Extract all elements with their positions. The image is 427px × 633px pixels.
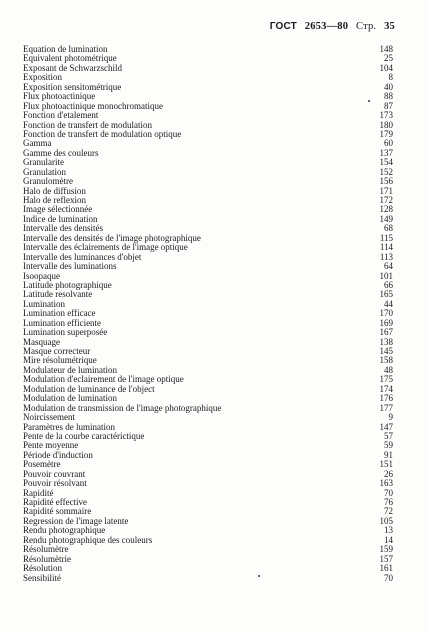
index-page-number: 145 — [379, 346, 393, 356]
index-entry — [23, 470, 393, 479]
index-page-number: 156 — [379, 176, 393, 187]
index-page-number: 64 — [384, 261, 393, 272]
index-term: Posemètre — [23, 460, 61, 470]
index-term: Granulation — [23, 167, 66, 177]
index-page-number: 157 — [379, 553, 393, 564]
index-page-number: 13 — [384, 525, 393, 536]
index-page-number: 158 — [379, 355, 393, 366]
index-term: Exposition — [23, 73, 63, 83]
term-index — [23, 45, 393, 583]
index-entry — [23, 404, 393, 413]
index-entry — [23, 158, 393, 167]
index-term: Rapidité effective — [23, 498, 88, 507]
index-term: Intervalle des densités — [23, 224, 103, 234]
index-term: Rapidité — [23, 488, 54, 498]
index-term: Fonction de transfert de modulation optique — [23, 129, 182, 139]
index-entry — [23, 356, 393, 365]
index-term: Modulateur de lumination — [23, 365, 117, 375]
index-term: Intervalle des luminances d'objet — [23, 252, 142, 262]
index-term: Résolumètrie — [23, 554, 71, 564]
index-page-number: 40 — [384, 81, 393, 92]
index-page-number: 72 — [384, 506, 393, 517]
index-entry — [23, 92, 393, 101]
index-entry — [23, 130, 393, 139]
index-page-number: 161 — [379, 563, 393, 574]
index-entry — [23, 121, 393, 130]
index-term: Paramètres de lumination — [23, 422, 115, 432]
page-label: Стр. — [356, 21, 377, 32]
index-entry — [23, 328, 393, 337]
index-entry — [23, 45, 393, 54]
index-page-number: 149 — [379, 213, 393, 224]
index-page-number: 173 — [379, 110, 393, 121]
index-page-number: 179 — [379, 128, 393, 139]
standard-number: 2653—80 — [304, 21, 349, 32]
index-term: Sensibilité — [23, 573, 61, 583]
index-term: Rendu photographique — [23, 526, 106, 536]
index-page-number: 174 — [379, 383, 393, 394]
index-page-number: 159 — [379, 544, 393, 555]
index-term: Lumination — [23, 299, 65, 309]
index-term: Flux photoactinique monochromatique — [23, 101, 163, 111]
index-term: Rapidité sommaire — [23, 507, 92, 517]
index-term: Noircissement — [23, 413, 75, 423]
index-entry — [23, 111, 393, 120]
index-page-number: 76 — [384, 497, 393, 507]
index-term: Gamma — [23, 139, 52, 149]
index-term: Résolution — [23, 564, 63, 574]
index-page-number: 26 — [384, 468, 393, 479]
index-page-number: 152 — [379, 166, 393, 177]
index-entry — [23, 555, 393, 564]
index-page-number: 175 — [379, 374, 393, 385]
index-term: Intervalle des luminations — [23, 262, 117, 272]
index-entry — [23, 526, 393, 535]
index-entry — [23, 432, 393, 441]
index-page-number: 68 — [384, 223, 393, 234]
index-page-number: 66 — [384, 279, 393, 290]
index-term: Fonction d'etalement — [23, 111, 99, 121]
index-page-number: 171 — [379, 185, 393, 196]
index-entry — [23, 187, 393, 196]
index-term: Résolumètre — [23, 545, 69, 555]
index-page-number: 101 — [379, 270, 393, 281]
index-term: Gamme des couleurs — [23, 148, 99, 158]
index-term: Pente de la courbe caractérictique — [23, 431, 145, 441]
index-entry — [23, 309, 393, 318]
index-page-number: 128 — [379, 204, 393, 215]
index-entry — [23, 102, 393, 111]
index-entry — [23, 479, 393, 488]
index-term: Exposant de Schwarzschild — [23, 63, 122, 73]
index-entry — [23, 536, 393, 545]
index-term: Équation de lumination — [23, 45, 108, 54]
index-page-number: 48 — [384, 364, 393, 375]
index-term: Pouvoir résolvant — [23, 479, 87, 489]
index-entry — [23, 205, 393, 214]
index-term: Période d'induction — [23, 450, 93, 460]
index-page-number: 14 — [384, 534, 393, 545]
index-entry — [23, 545, 393, 554]
index-term: Équivalent photométrique — [23, 54, 117, 64]
index-term: Fonction de transfert de modulation — [23, 120, 152, 130]
index-entry — [23, 64, 393, 73]
index-page-number: 148 — [379, 44, 393, 54]
index-entry — [23, 489, 393, 498]
index-term: Granulomètre — [23, 177, 73, 187]
index-page-number: 105 — [379, 515, 393, 526]
index-entry — [23, 149, 393, 158]
index-page-number: 88 — [384, 91, 393, 102]
index-page-number: 8 — [388, 72, 393, 83]
index-entry — [23, 507, 393, 516]
standard-label: ГОСТ — [269, 21, 297, 32]
index-entry — [23, 441, 393, 450]
index-page-number: 115 — [379, 232, 393, 243]
index-page-number: 44 — [384, 298, 393, 309]
index-entry — [23, 413, 393, 422]
index-page-number: 165 — [379, 289, 393, 300]
index-term: Lumination superposée — [23, 328, 108, 338]
index-entry — [23, 517, 393, 526]
index-entry — [23, 394, 393, 403]
index-page-number: 87 — [384, 100, 393, 111]
index-term: Flux photoactinique — [23, 92, 96, 102]
index-term: Rendu photographique des couleurs — [23, 535, 153, 545]
index-term: Mire résolumétrique — [23, 356, 97, 366]
print-speck — [368, 100, 370, 102]
index-entry — [23, 375, 393, 384]
index-term: Lumination efficiente — [23, 318, 102, 328]
index-entry — [23, 423, 393, 432]
index-entry — [23, 451, 393, 460]
page-header — [270, 21, 395, 32]
index-term: Modulation de lumination — [23, 394, 117, 404]
index-entry — [23, 234, 393, 243]
index-page-number: 104 — [379, 62, 393, 73]
index-term: Latitude photographique — [23, 280, 112, 290]
index-page-number: 25 — [384, 53, 393, 64]
index-entry — [23, 281, 393, 290]
index-page-number: 57 — [384, 430, 393, 441]
index-term: Isoopaque — [23, 271, 60, 281]
index-entry — [23, 498, 393, 507]
index-entry — [23, 177, 393, 186]
index-page-number: 176 — [379, 393, 393, 404]
index-term: Halo de reflexion — [23, 196, 86, 205]
index-page-number: 167 — [379, 327, 393, 338]
index-term: Halo de diffusion — [23, 186, 86, 196]
index-term: Exposition sensitométrique — [23, 82, 122, 92]
index-page-number: 177 — [379, 402, 393, 413]
index-term: Indice de lumination — [23, 214, 98, 224]
index-term: Latitude resolvante — [23, 290, 93, 300]
index-term: Pente moyenne — [23, 441, 79, 451]
index-page-number: 9 — [388, 412, 393, 423]
index-entry — [23, 262, 393, 271]
index-entry — [23, 290, 393, 299]
index-page-number: 154 — [379, 157, 393, 168]
index-page-number: 114 — [379, 242, 393, 253]
index-entry — [23, 196, 393, 205]
index-entry — [23, 168, 393, 177]
print-speck — [258, 575, 260, 577]
index-entry — [23, 385, 393, 394]
index-entry — [23, 564, 393, 573]
index-term: Pouvoir couvrant — [23, 469, 86, 479]
index-entry — [23, 224, 393, 233]
index-entry — [23, 347, 393, 356]
index-page-number: 137 — [379, 147, 393, 158]
index-entry — [23, 54, 393, 63]
index-page-number: 59 — [384, 440, 393, 451]
index-term: Modulation d'eclairement de l'image optique — [23, 375, 184, 385]
index-entry — [23, 460, 393, 469]
index-page-number: 170 — [379, 308, 393, 319]
index-term: Modulation de luminance de l'object — [23, 384, 155, 394]
index-entry — [23, 83, 393, 92]
index-page-number: 60 — [384, 138, 393, 149]
index-page-number: 172 — [379, 195, 393, 205]
index-entry — [23, 139, 393, 148]
index-page-number: 151 — [379, 459, 393, 470]
index-page-number: 147 — [379, 421, 393, 432]
index-entry — [23, 253, 393, 262]
index-term: Regression de l'image latente — [23, 516, 129, 526]
index-page-number: 180 — [379, 119, 393, 130]
index-entry — [23, 338, 393, 347]
index-entry — [23, 243, 393, 252]
index-page-number: 169 — [379, 317, 393, 328]
index-page-number: 91 — [384, 449, 393, 460]
index-entry — [23, 73, 393, 82]
index-term: Image sélectionnée — [23, 205, 93, 215]
index-entry — [23, 215, 393, 224]
index-term: Masque correcteur — [23, 347, 91, 356]
page-number: 35 — [384, 21, 395, 32]
index-term: Intervalle des éclairements de l'image optique — [23, 243, 188, 253]
index-page-number: 113 — [379, 251, 393, 262]
index-term: Modulation de transmission de l'image photographique — [23, 403, 222, 413]
index-entry — [23, 272, 393, 281]
index-entry — [23, 366, 393, 375]
index-page-number: 70 — [384, 572, 393, 583]
index-term: Lumination efficace — [23, 309, 96, 319]
index-entry — [23, 574, 393, 583]
index-term: Masquage — [23, 337, 60, 347]
index-entry — [23, 300, 393, 309]
index-page-number: 70 — [384, 487, 393, 498]
index-page-number: 138 — [379, 336, 393, 347]
index-entry — [23, 319, 393, 328]
index-term: Intervalle des densités de l'image photographique — [23, 233, 201, 243]
index-page-number: 163 — [379, 478, 393, 489]
index-term: Granularite — [23, 158, 64, 168]
